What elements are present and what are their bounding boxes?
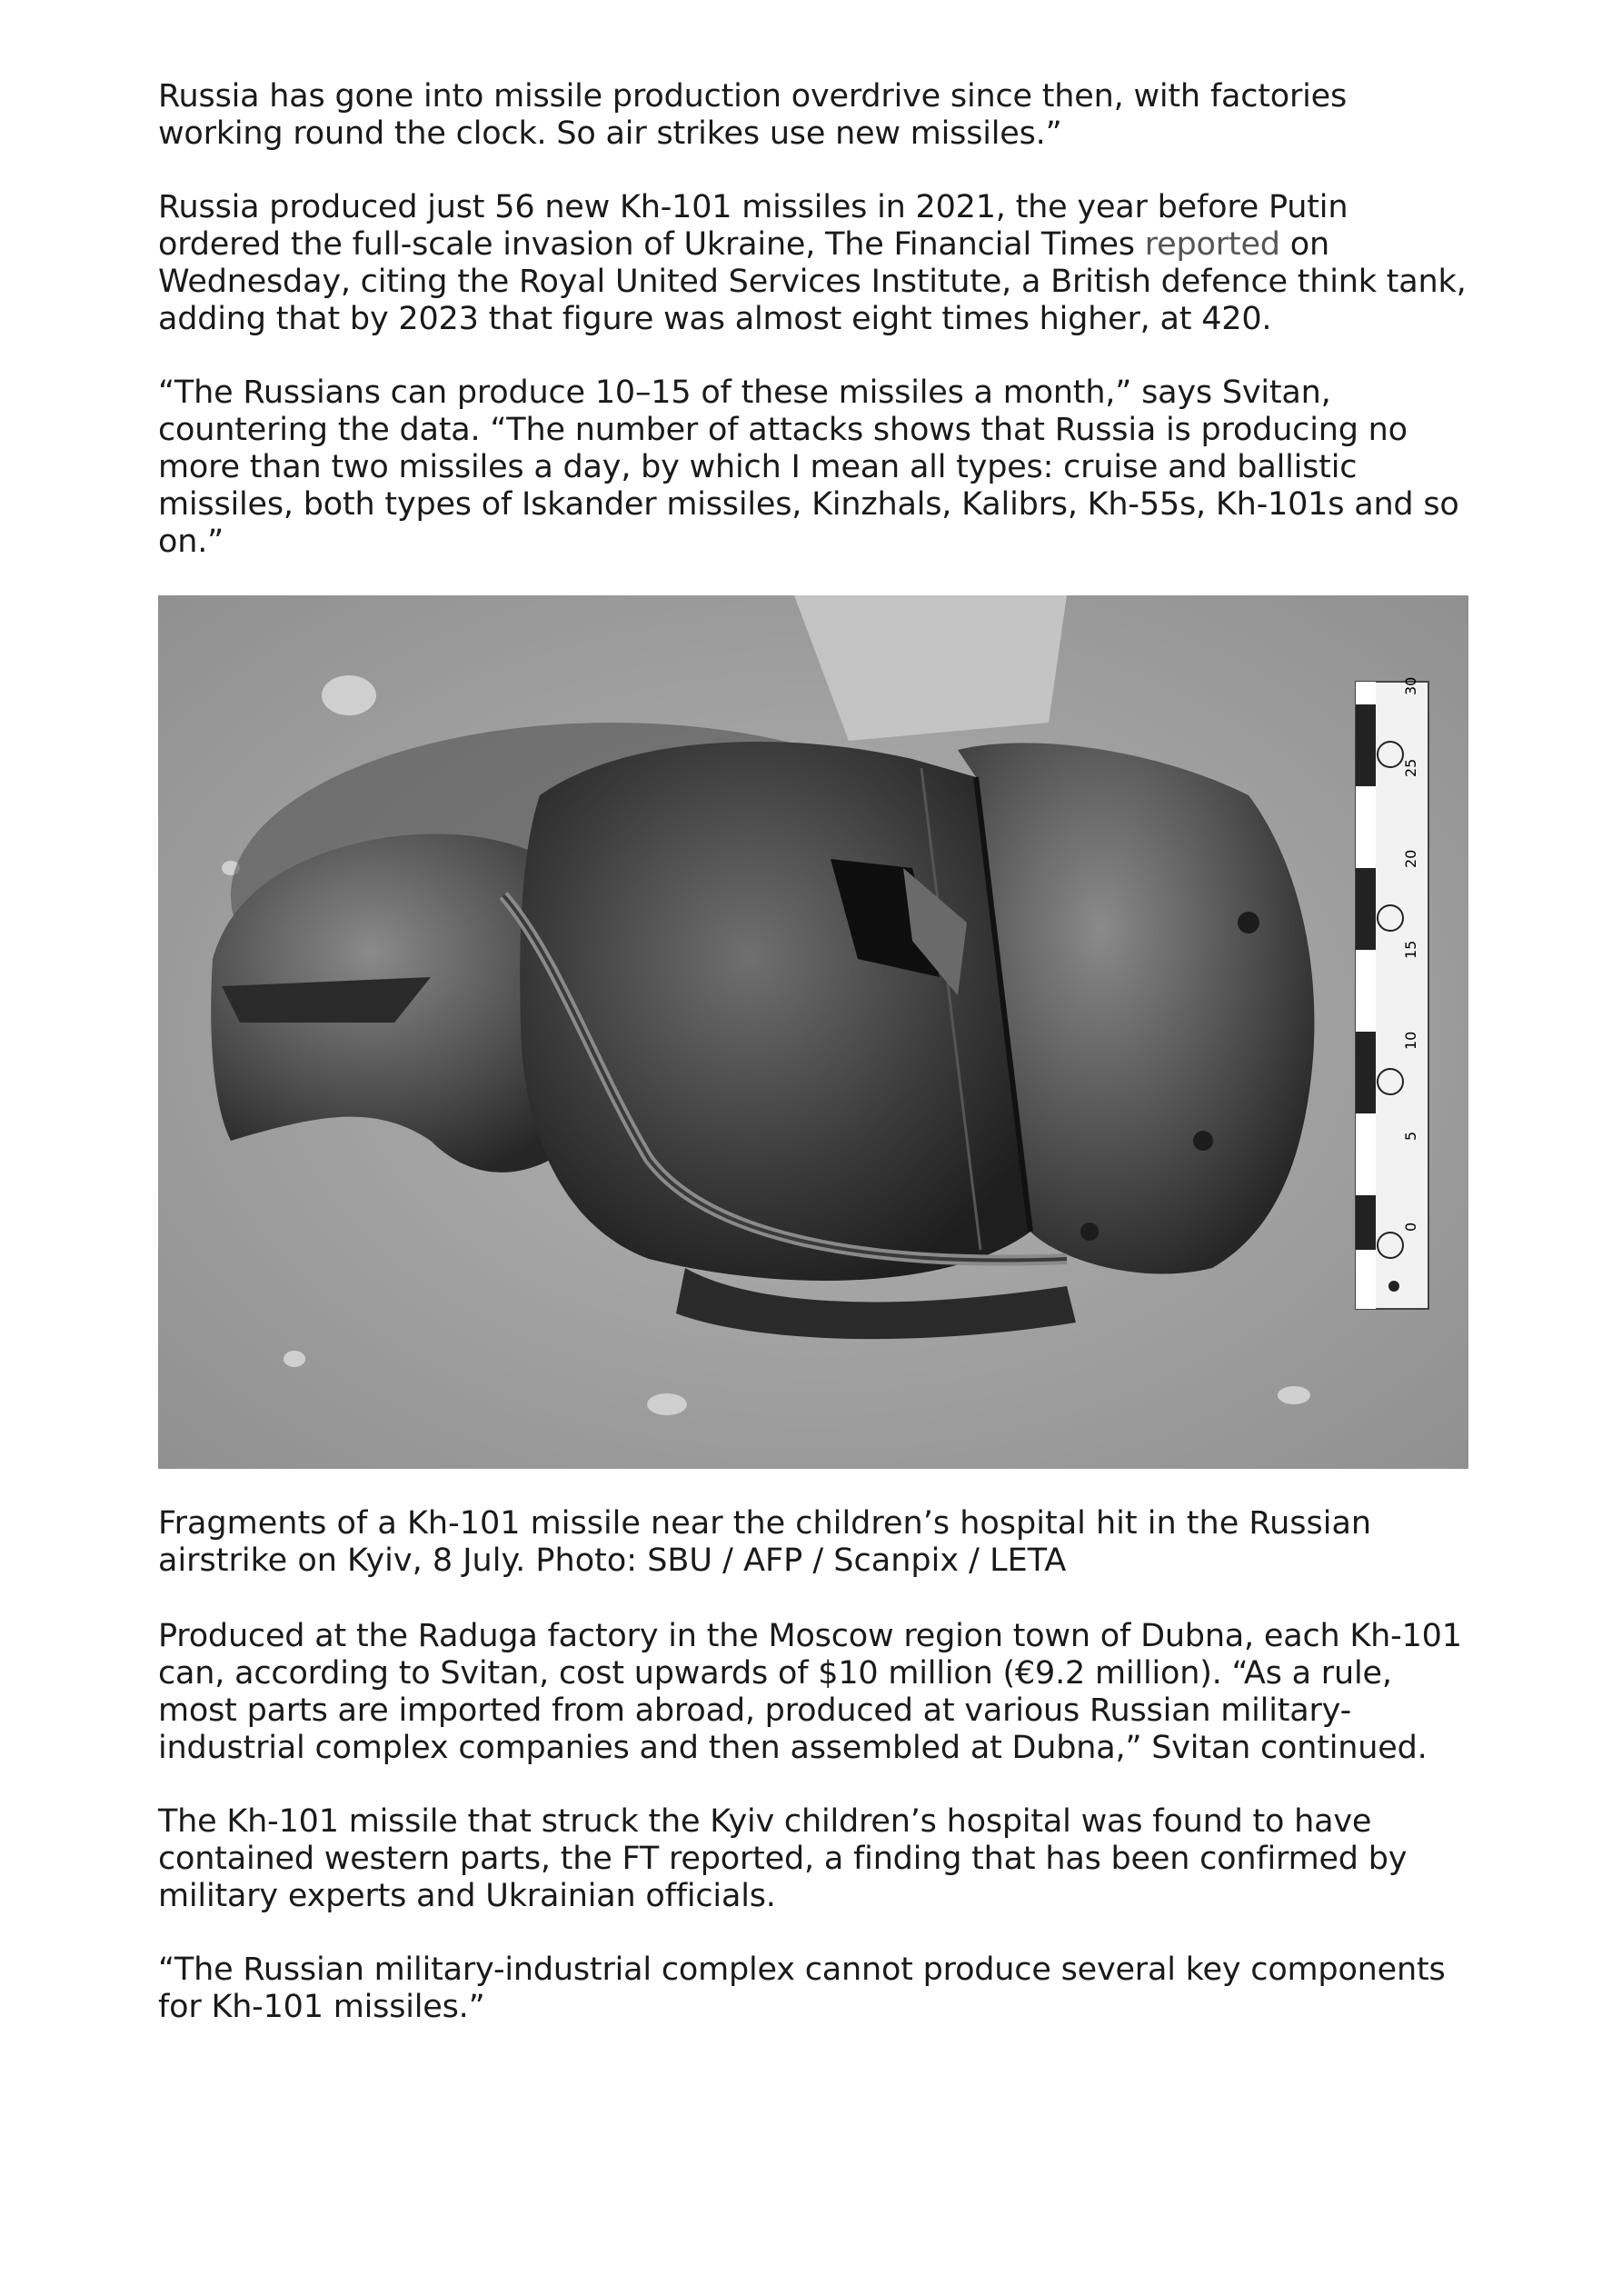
reported-link[interactable]: reported xyxy=(1144,226,1280,263)
paragraph-4: Produced at the Raduga factory in the Moscow region town of Dubna, each Kh-101 can, according to Svitan, cost upwards of $10 million (€9.2 million). “As a rule, most parts are imported from abroad, produced at various Russian military-industrial complex companies and then assembled at Dubna,” Svitan continued. xyxy=(158,1618,1462,1766)
paragraph-3: “The Russians can produce 10–15 of these missiles a month,” says Svitan, countering the data. “The number of attacks shows that Russia is producing no more than two missiles a day, by which I mean all types: cruise and ballistic missiles, both types of Iskander missiles, Kinzhals, Kalibrs, Kh-55s, Kh-101s and so on.” xyxy=(158,374,1459,560)
paragraph-2-text-a: Russia produced just 56 new Kh-101 missiles in 2021, the year before Putin ordered the full-scale invasion of Ukraine, The Financial Times xyxy=(158,189,1348,263)
scale-label: 10 xyxy=(1402,1031,1419,1050)
missile-fragment-photo xyxy=(158,595,1468,1469)
paragraph-5: The Kh-101 missile that struck the Kyiv children’s hospital was found to have contained western parts, the FT reported, a finding that has been confirmed by military experts and Ukrainian officials. xyxy=(158,1803,1408,1914)
paragraph-2-text-b: on Wednesday, citing the Royal United Services Institute, a British defence think tank, adding that by 2023 that figure was almost eight times higher, at 420. xyxy=(158,226,1467,337)
scale-label: 5 xyxy=(1402,1131,1419,1141)
paragraph-6: “The Russian military-industrial complex cannot produce several key components for Kh-101 missiles.” xyxy=(158,1952,1446,2025)
photo-illustration xyxy=(158,595,1468,1469)
paragraph-2 xyxy=(158,189,1467,338)
scale-label: 25 xyxy=(1402,758,1419,777)
photo-caption: Fragments of a Kh-101 missile near the children’s hospital hit in the Russian airstrike on Kyiv, 8 July. Photo: SBU / AFP / Scanpix / LETA xyxy=(158,1505,1372,1579)
photo-scale-ruler xyxy=(1356,677,1428,1309)
article-body xyxy=(158,78,1467,2062)
paragraph-1: Russia has gone into missile production overdrive since then, with factories working round the clock. So air strikes use new missiles.” xyxy=(158,78,1348,152)
scale-label: 20 xyxy=(1402,849,1419,868)
scale-label: 0 xyxy=(1402,1222,1419,1232)
scale-label: 30 xyxy=(1402,676,1419,695)
scale-label: 15 xyxy=(1402,940,1419,959)
